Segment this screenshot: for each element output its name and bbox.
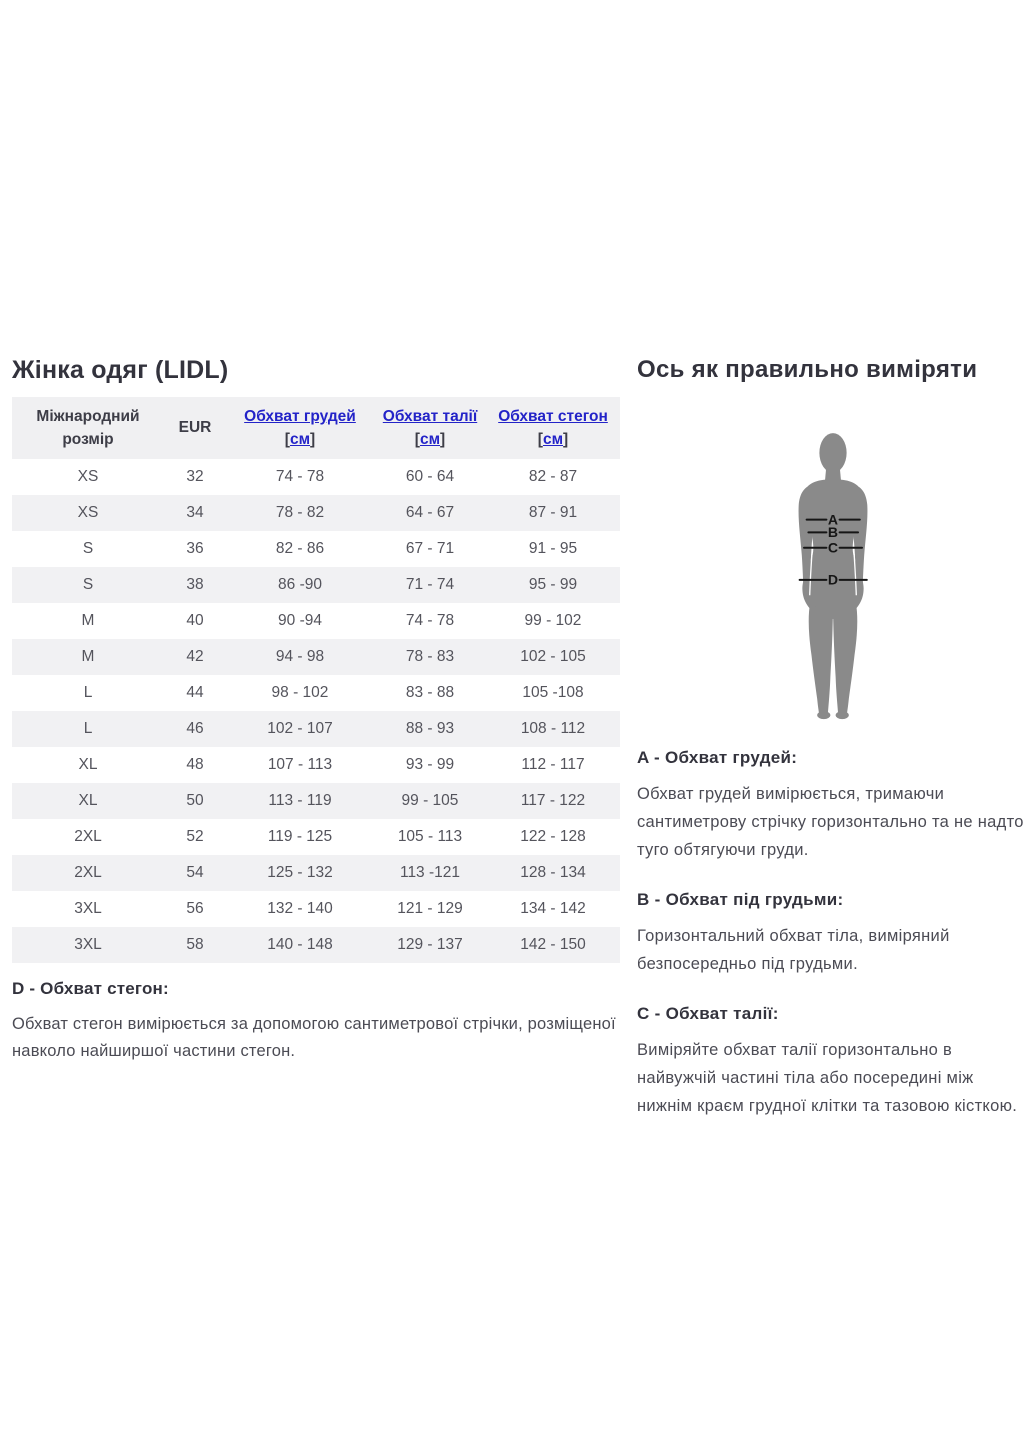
table-row [12,495,620,531]
table-cell: 119 - 125 [267,828,333,845]
table-row [12,603,620,639]
col-header-waist [374,397,486,459]
measure-guide-title: Ось як правильно виміряти [637,356,978,383]
table-row [12,531,620,567]
table-cell: 48 [186,756,204,773]
table-row [12,819,620,855]
table-cell: 78 - 83 [405,648,455,665]
table-cell: 121 - 129 [397,900,463,917]
unit-cm [415,431,445,448]
table-cell: S [82,540,94,557]
table-cell: 99 - 105 [401,792,459,809]
table-cell: 71 - 74 [405,576,455,593]
table-cell: 82 - 86 [275,540,325,557]
table-cell: 140 - 148 [267,936,333,953]
table-cell: 102 - 107 [267,720,333,737]
measurement-figure [637,430,1029,722]
table-cell: 105 -108 [522,684,584,701]
table-cell: 34 [186,504,204,521]
chest-circumference-link[interactable]: Обхват грудей [244,407,356,425]
note-d-text: Обхват стегон вимірюється за допомогою сантиметрової стрічки, розміщеної навколо найширшої частини стегон. [12,1015,616,1060]
table-cell: 129 - 137 [397,936,463,953]
table-cell: 3XL [74,936,102,953]
table-cell: 67 - 71 [405,540,455,557]
section-c-heading: C - Обхват талії: [637,1004,779,1023]
col-header-label: Міжнародний розмір [36,407,140,448]
section-a-text: Обхват грудей вимірюється, тримаючи сантиметрову стрічку горизонтально та не надто туго обтягуючи груди. [637,785,1024,859]
table-cell: 95 - 99 [528,576,578,593]
table-cell: L [83,720,93,737]
table-cell: 142 - 150 [520,936,586,953]
table-cell: 54 [186,864,204,881]
table-cell: 2XL [74,828,102,845]
table-cell: 74 - 78 [405,612,455,629]
table-cell: 2XL [74,864,102,881]
table-cell: 50 [186,792,204,809]
table-cell: XL [78,756,98,773]
table-cell: 3XL [74,900,102,917]
bracket: ] [440,431,446,448]
hips-circumference-link[interactable]: Обхват стегон [498,407,608,425]
table-row [12,639,620,675]
table-row [12,891,620,927]
table-row [12,711,620,747]
bracket: ] [310,431,316,448]
table-cell: 91 - 95 [528,540,578,557]
table-cell: 125 - 132 [267,864,333,881]
table-cell: 74 - 78 [275,468,325,485]
bracket: [ [284,431,290,448]
table-row [12,675,620,711]
table-row [12,783,620,819]
table-cell: 60 - 64 [405,468,455,485]
chest-unit-link[interactable]: см [289,431,311,448]
table-cell: 38 [186,576,204,593]
table-cell: 128 - 134 [520,864,586,881]
table-row [12,567,620,603]
section-b-text: Горизонтальний обхват тіла, виміряний безпосередньо під грудьми. [637,927,950,973]
page-title: Жінка одяг (LIDL) [12,356,229,384]
waist-unit-link[interactable]: см [419,431,441,448]
measure-section-underbust [637,890,1029,978]
col-header-label: EUR [178,419,212,437]
table-cell: 132 - 140 [267,900,333,917]
table-cell: 94 - 98 [275,648,325,665]
unit-cm [538,431,568,448]
table-cell: 82 - 87 [528,468,578,485]
table-cell: 87 - 91 [528,504,578,521]
col-header-hips [486,397,620,459]
table-cell: 58 [186,936,204,953]
col-header-international-size [12,397,164,459]
bracket: [ [537,431,543,448]
table-cell: XL [78,792,98,809]
table-cell: 36 [186,540,204,557]
table-row [12,855,620,891]
table-cell: 40 [186,612,204,629]
unit-cm [285,431,315,448]
table-cell: 113 -121 [399,864,461,881]
bracket: [ [414,431,420,448]
table-cell: 78 - 82 [275,504,325,521]
hip-measurement-note [12,979,620,1065]
table-cell: 93 - 99 [405,756,455,773]
table-cell: 112 - 117 [521,756,585,773]
section-b-heading: B - Обхват під грудьми: [637,890,844,909]
measure-section-chest [637,748,1029,864]
table-cell: 98 - 102 [271,684,329,701]
table-cell: 105 - 113 [397,828,463,845]
bracket: ] [563,431,569,448]
table-cell: 46 [186,720,204,737]
table-row [12,459,620,495]
size-table [12,397,620,963]
figure-label-c: C [827,539,839,556]
table-cell: 64 - 67 [405,504,455,521]
size-table-header-row [12,397,620,459]
table-cell: 108 - 112 [520,720,586,737]
section-a-heading: A - Обхват грудей: [637,748,798,767]
measure-section-waist [637,1004,1029,1120]
table-cell: 99 - 102 [524,612,582,629]
figure-label-b: B [827,524,839,541]
table-cell: 117 - 122 [520,792,586,809]
figure-label-a: A [827,511,839,528]
measure-guide-section [637,356,1029,1120]
table-cell: 113 - 119 [268,792,332,809]
note-d-heading: D - Обхват стегон: [12,979,169,998]
table-cell: L [83,684,93,701]
table-cell: 83 - 88 [405,684,455,701]
table-cell: 56 [186,900,204,917]
table-cell: M [81,612,95,629]
table-cell: 134 - 142 [520,900,586,917]
table-cell: 122 - 128 [520,828,586,845]
table-row [12,747,620,783]
figure-label-d: D [827,571,839,588]
col-header-chest [226,397,374,459]
table-cell: 102 - 105 [520,648,586,665]
table-cell: 42 [186,648,204,665]
table-cell: S [82,576,94,593]
table-cell: 88 - 93 [405,720,455,737]
table-cell: 44 [186,684,204,701]
hips-unit-link[interactable]: см [542,431,564,448]
figure-labels [828,511,838,587]
waist-circumference-link[interactable]: Обхват талії [382,407,478,425]
table-cell: M [81,648,95,665]
table-cell: 52 [186,828,204,845]
col-header-eur [164,397,226,459]
female-silhouette-figure [789,430,877,720]
table-cell: 86 -90 [278,576,322,593]
table-cell: 107 - 113 [267,756,333,773]
table-cell: XS [77,468,99,485]
table-cell: 32 [186,468,204,485]
table-cell: 90 -94 [278,612,322,629]
section-c-text: Виміряйте обхват талії горизонтально в найвужчій частині тіла або посередині між нижнім краєм грудної клітки та тазовою кісткою. [637,1041,1018,1115]
table-row [12,927,620,963]
table-cell: XS [77,504,99,521]
size-table-section [12,356,620,1065]
